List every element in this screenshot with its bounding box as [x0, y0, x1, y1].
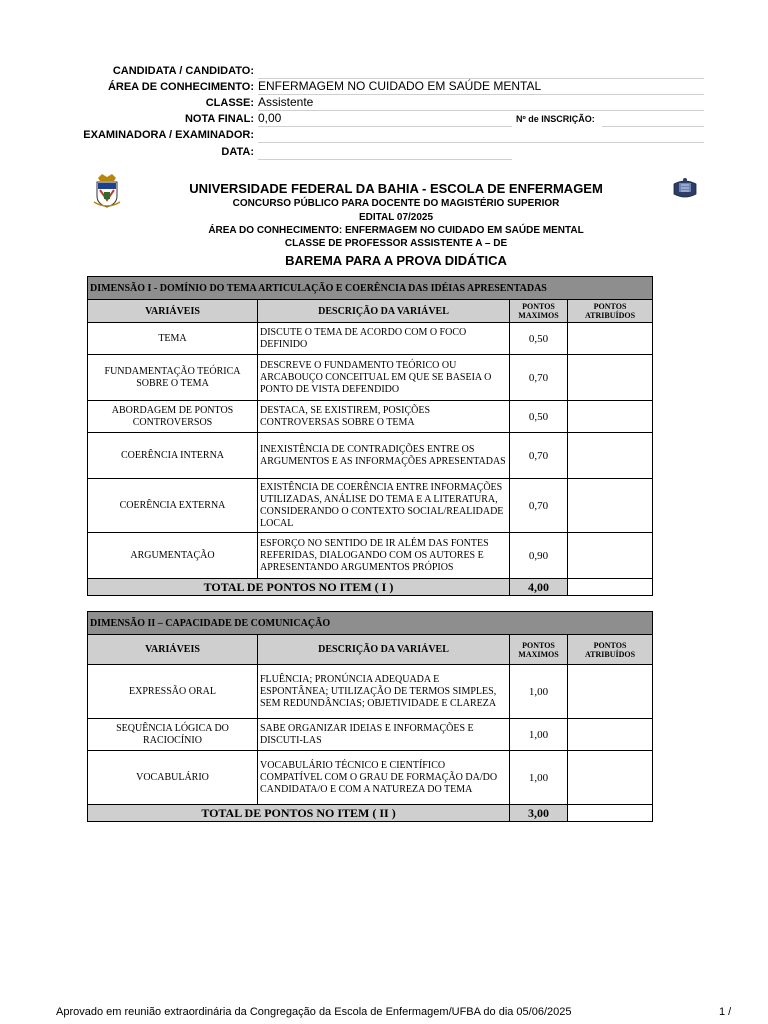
dimension-2-column-headers [88, 635, 653, 665]
area-title: ÁREA DO CONHECIMENTO: ENFERMAGEM NO CUIDADO EM SAÚDE MENTAL [208, 225, 584, 236]
classe-title: CLASSE DE PROFESSOR ASSISTENTE A – DE [284, 238, 508, 249]
inscricao-label: Nº de INSCRIÇÃO: [516, 114, 595, 124]
pontos-maximos-cell: 0,70 [510, 479, 568, 533]
pontos-atribuidos-input[interactable] [568, 479, 653, 533]
page-number: 1 / [719, 1006, 732, 1018]
pontos-atribuidos-input[interactable] [568, 719, 653, 751]
table-row [88, 355, 653, 401]
variavel-cell: VOCABULÁRIO [88, 751, 258, 805]
area-field[interactable]: ENFERMAGEM NO CUIDADO EM SAÚDE MENTAL [258, 79, 704, 95]
descricao-cell: FLUÊNCIA; PRONÚNCIA ADEQUADA E ESPONTÂNEA; UTILIZAÇÃO DE TERMOS SIMPLES, SEM REDUNDÂNCIAS; OBJETIVIDADE E CLAREZA [258, 665, 510, 719]
total-value: 4,00 [510, 579, 568, 596]
form-row-data [0, 144, 768, 160]
descricao-cell: DESCREVE O FUNDAMENTO TEÓRICO OU ARCABOUÇO CONCEITUAL EM QUE SE BASEIA O PONTO DE VISTA DEFENDIDO [258, 355, 510, 401]
descricao-cell: DESTACA, SE EXISTIREM, POSIÇÕES CONTROVERSAS SOBRE O TEMA [258, 401, 510, 433]
pontos-atribuidos-input[interactable] [568, 665, 653, 719]
dimension-1-header [88, 277, 653, 300]
total-label: TOTAL DE PONTOS NO ITEM ( II ) [88, 805, 510, 822]
table-row [88, 433, 653, 479]
variavel-cell: ABORDAGEM DE PONTOS CONTROVERSOS [88, 401, 258, 433]
dimension-1-column-headers [88, 300, 653, 323]
nota-final-label: NOTA FINAL: [184, 113, 254, 125]
descricao-cell: EXISTÊNCIA DE COERÊNCIA ENTRE INFORMAÇÕES UTILIZADAS, ANÁLISE DO TEMA E A LITERATURA, CONSIDERANDO O CONTEXTO SOCIAL/REALIDADE LOCAL [258, 479, 510, 533]
university-title: UNIVERSIDADE FEDERAL DA BAHIA - ESCOLA DE ENFERMAGEM [189, 181, 603, 196]
variavel-cell: TEMA [88, 323, 258, 355]
classe-label: CLASSE: [205, 97, 254, 109]
pontos-atribuidos-input[interactable] [568, 433, 653, 479]
data-field[interactable] [258, 144, 512, 160]
table-row [88, 751, 653, 805]
variavel-cell: SEQUÊNCIA LÓGICA DO RACIOCÍNIO [88, 719, 258, 751]
barema-title: BAREMA PARA A PROVA DIDÁTICA [285, 253, 507, 268]
col-pontos-maximos: PONTOS MAXIMOS [510, 635, 568, 665]
candidata-field[interactable] [258, 63, 704, 79]
descricao-cell: ESFORÇO NO SENTIDO DE IR ALÉM DAS FONTES REFERIDAS, DIALOGANDO COM OS AUTORES E APRESENTANDO ARGUMENTOS PRÓPIOS [258, 533, 510, 579]
table-row [88, 479, 653, 533]
examinadora-field[interactable] [258, 127, 704, 143]
form-row-area [0, 79, 768, 95]
dimension-1-title: DIMENSÃO I - DOMÍNIO DO TEMA ARTICULAÇÃO E COERÊNCIA DAS IDÉIAS APRESENTADAS [88, 277, 653, 300]
total-atribuidos-input[interactable] [568, 805, 653, 822]
total-value: 3,00 [510, 805, 568, 822]
dimension-2-title: DIMENSÃO II – CAPACIDADE DE COMUNICAÇÃO [88, 612, 653, 635]
descricao-cell: INEXISTÊNCIA DE CONTRADIÇÕES ENTRE OS ARGUMENTOS E AS INFORMAÇÕES APRESENTADAS [258, 433, 510, 479]
col-pontos-atribuidos: PONTOS ATRIBUÍDOS [568, 635, 653, 665]
descricao-cell: SABE ORGANIZAR IDEIAS E INFORMAÇÕES E DISCUTI-LAS [258, 719, 510, 751]
variavel-cell: FUNDAMENTAÇÃO TEÓRICA SOBRE O TEMA [88, 355, 258, 401]
pontos-maximos-cell: 0,50 [510, 323, 568, 355]
pontos-maximos-cell: 1,00 [510, 665, 568, 719]
total-atribuidos-input[interactable] [568, 579, 653, 596]
table-row [88, 719, 653, 751]
dimension-2-header [88, 612, 653, 635]
pontos-maximos-cell: 0,90 [510, 533, 568, 579]
dimension-2-total-row [88, 805, 653, 822]
table-row [88, 401, 653, 433]
approval-footer: Aprovado em reunião extraordinária da Congregação da Escola de Enfermagem/UFBA do dia 05/06/2025 [56, 1006, 572, 1018]
pontos-maximos-cell: 0,70 [510, 433, 568, 479]
col-variaveis: VARIÁVEIS [88, 300, 258, 323]
pontos-maximos-cell: 1,00 [510, 751, 568, 805]
pontos-maximos-cell: 0,70 [510, 355, 568, 401]
dimension-2-table [87, 611, 653, 822]
variavel-cell: ARGUMENTAÇÃO [88, 533, 258, 579]
area-label: ÁREA DE CONHECIMENTO: [107, 81, 254, 93]
form-row-candidata [0, 63, 768, 79]
nota-final-field[interactable]: 0,00 [258, 111, 512, 127]
form-row-classe [0, 95, 768, 111]
pontos-atribuidos-input[interactable] [568, 323, 653, 355]
descricao-cell: DISCUTE O TEMA DE ACORDO COM O FOCO DEFINIDO [258, 323, 510, 355]
table-row [88, 323, 653, 355]
total-label: TOTAL DE PONTOS NO ITEM ( I ) [88, 579, 510, 596]
table-row [88, 533, 653, 579]
col-descricao: DESCRIÇÃO DA VARIÁVEL [258, 635, 510, 665]
dimension-1-total-row [88, 579, 653, 596]
pontos-maximos-cell: 0,50 [510, 401, 568, 433]
concurso-title: CONCURSO PÚBLICO PARA DOCENTE DO MAGISTÉRIO SUPERIOR [232, 198, 560, 209]
inscricao-field[interactable] [602, 111, 704, 127]
variavel-cell: EXPRESSÃO ORAL [88, 665, 258, 719]
dimension-1-table [87, 276, 653, 596]
table-row [88, 665, 653, 719]
pontos-atribuidos-input[interactable] [568, 401, 653, 433]
form-row-examinadora [0, 127, 768, 143]
classe-field[interactable]: Assistente [258, 95, 704, 111]
pontos-atribuidos-input[interactable] [568, 533, 653, 579]
form-row-nota [0, 111, 768, 127]
pontos-atribuidos-input[interactable] [568, 751, 653, 805]
col-descricao: DESCRIÇÃO DA VARIÁVEL [258, 300, 510, 323]
col-pontos-atribuidos: PONTOS ATRIBUÍDOS [568, 300, 653, 323]
edital-title: EDITAL 07/2025 [358, 212, 434, 223]
candidata-label: CANDIDATA / CANDIDATO: [112, 65, 254, 77]
variavel-cell: COERÊNCIA INTERNA [88, 433, 258, 479]
col-variaveis: VARIÁVEIS [88, 635, 258, 665]
variavel-cell: COERÊNCIA EXTERNA [88, 479, 258, 533]
examinadora-label: EXAMINADORA / EXAMINADOR: [83, 129, 254, 141]
descricao-cell: VOCABULÁRIO TÉCNICO E CIENTÍFICO COMPATÍVEL COM O GRAU DE FORMAÇÃO DA/DO CANDIDATA/O E COM A NATUREZA DO TEMA [258, 751, 510, 805]
pontos-atribuidos-input[interactable] [568, 355, 653, 401]
col-pontos-maximos: PONTOS MAXIMOS [510, 300, 568, 323]
data-label: DATA: [221, 146, 254, 158]
pontos-maximos-cell: 1,00 [510, 719, 568, 751]
